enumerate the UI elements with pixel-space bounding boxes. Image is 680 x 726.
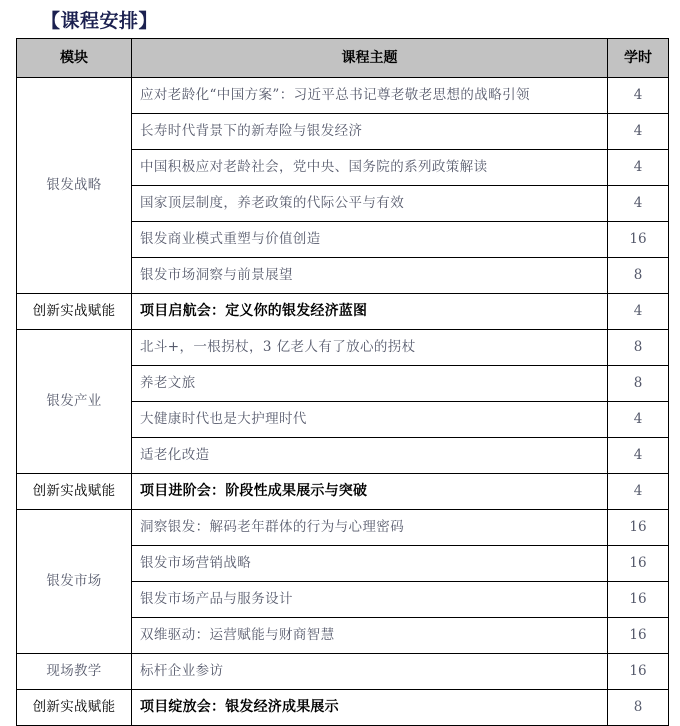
module-cell: 银发战略 <box>17 78 132 294</box>
course-schedule-table-wrapper <box>16 38 668 726</box>
hours-cell: 16 <box>608 510 669 546</box>
topic-cell: 应对老龄化“中国方案”：习近平总书记尊老敬老思想的战略引领 <box>132 78 608 114</box>
table-row <box>17 78 669 114</box>
column-header-hours: 学时 <box>608 39 669 78</box>
hours-cell: 4 <box>608 438 669 474</box>
table-row <box>17 510 669 546</box>
hours-cell: 8 <box>608 366 669 402</box>
module-cell: 创新实战赋能 <box>17 474 132 510</box>
table-row <box>17 330 669 366</box>
hours-cell: 4 <box>608 150 669 186</box>
module-cell: 创新实战赋能 <box>17 690 132 726</box>
topic-cell: 中国积极应对老龄社会，党中央、国务院的系列政策解读 <box>132 150 608 186</box>
module-cell: 现场教学 <box>17 654 132 690</box>
module-cell: 创新实战赋能 <box>17 294 132 330</box>
module-cell: 银发产业 <box>17 330 132 474</box>
topic-cell: 洞察银发：解码老年群体的行为与心理密码 <box>132 510 608 546</box>
topic-cell: 银发商业模式重塑与价值创造 <box>132 222 608 258</box>
topic-cell: 大健康时代也是大护理时代 <box>132 402 608 438</box>
table-row <box>17 474 669 510</box>
hours-cell: 4 <box>608 78 669 114</box>
topic-cell: 长寿时代背景下的新寿险与银发经济 <box>132 114 608 150</box>
hours-cell: 16 <box>608 222 669 258</box>
topic-cell: 标杆企业参访 <box>132 654 608 690</box>
topic-cell: 国家顶层制度，养老政策的代际公平与有效 <box>132 186 608 222</box>
topic-cell: 项目启航会：定义你的银发经济蓝图 <box>132 294 608 330</box>
topic-cell: 北斗+，一根拐杖，3 亿老人有了放心的拐杖 <box>132 330 608 366</box>
topic-cell: 适老化改造 <box>132 438 608 474</box>
topic-cell: 项目绽放会：银发经济成果展示 <box>132 690 608 726</box>
table-header <box>17 39 669 78</box>
module-cell: 银发市场 <box>17 510 132 654</box>
hours-cell: 16 <box>608 618 669 654</box>
topic-cell: 项目进阶会：阶段性成果展示与突破 <box>132 474 608 510</box>
table-row <box>17 294 669 330</box>
course-schedule-table <box>16 38 669 726</box>
hours-cell: 4 <box>608 474 669 510</box>
topic-cell: 双维驱动：运营赋能与财商智慧 <box>132 618 608 654</box>
topic-cell: 养老文旅 <box>132 366 608 402</box>
hours-cell: 4 <box>608 294 669 330</box>
table-body <box>17 78 669 726</box>
hours-cell: 16 <box>608 546 669 582</box>
hours-cell: 4 <box>608 402 669 438</box>
hours-cell: 4 <box>608 114 669 150</box>
column-header-module: 模块 <box>17 39 132 78</box>
hours-cell: 8 <box>608 330 669 366</box>
page-title: 【课程安排】 <box>41 10 159 32</box>
hours-cell: 4 <box>608 186 669 222</box>
table-row <box>17 690 669 726</box>
table-header-row <box>17 39 669 78</box>
topic-cell: 银发市场产品与服务设计 <box>132 582 608 618</box>
table-row <box>17 654 669 690</box>
topic-cell: 银发市场营销战略 <box>132 546 608 582</box>
hours-cell: 8 <box>608 258 669 294</box>
hours-cell: 16 <box>608 582 669 618</box>
hours-cell: 16 <box>608 654 669 690</box>
column-header-topic: 课程主题 <box>132 39 608 78</box>
topic-cell: 银发市场洞察与前景展望 <box>132 258 608 294</box>
hours-cell: 8 <box>608 690 669 726</box>
